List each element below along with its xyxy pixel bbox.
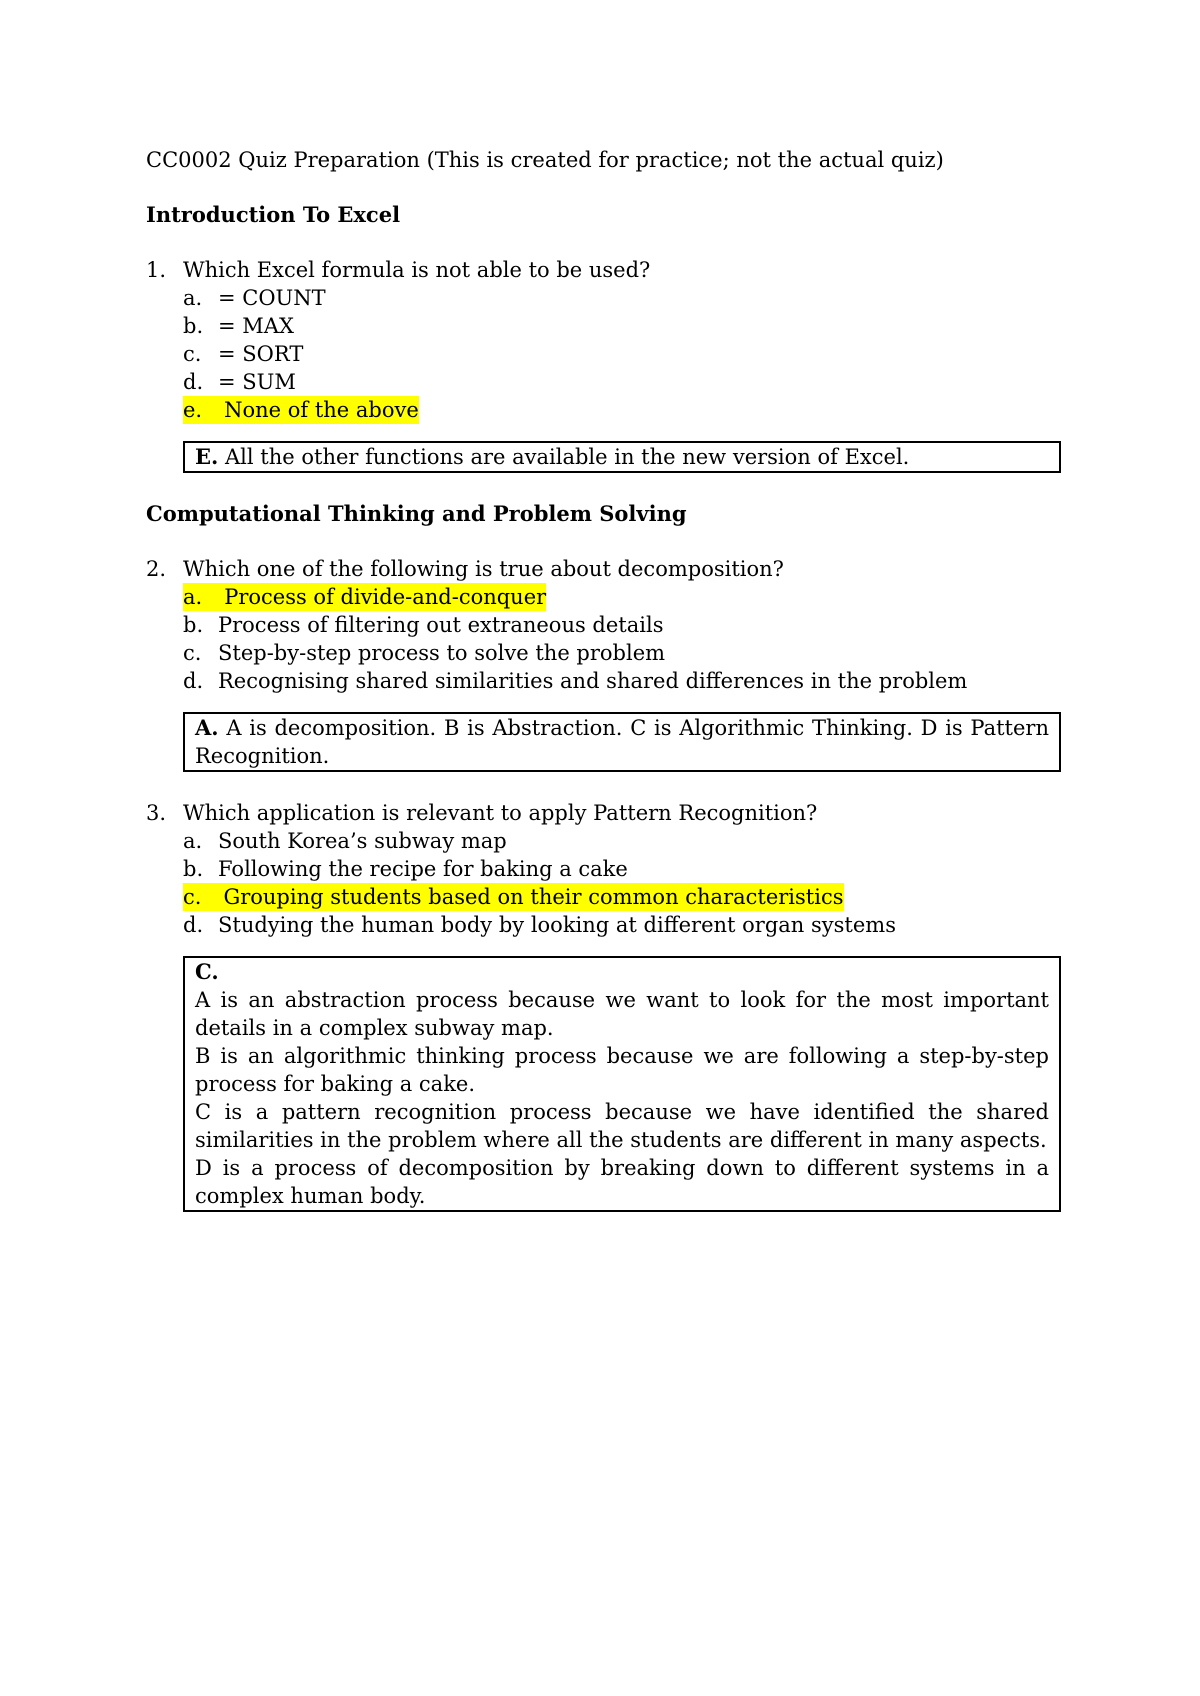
option-text: Process of divide-and-conquer — [224, 585, 547, 609]
section-heading-computational-thinking: Computational Thinking and Problem Solving — [146, 501, 687, 526]
question-3 — [146, 799, 1066, 1212]
answer-explanation-box-2 — [183, 712, 1061, 772]
question-2 — [146, 555, 1066, 772]
option-text: Grouping students based on their common characteristics — [223, 885, 844, 909]
option-d — [146, 667, 1066, 695]
document-title: CC0002 Quiz Preparation (This is created for practice; not the actual quiz) — [146, 148, 944, 172]
option-e-highlighted-answer — [146, 396, 1066, 424]
option-c — [146, 340, 1066, 368]
option-text: = SUM — [218, 370, 296, 394]
option-letter: c. — [183, 342, 202, 366]
option-letter: d. — [183, 370, 204, 394]
option-a — [146, 827, 1066, 855]
question-1 — [146, 256, 1066, 473]
option-text: Following the recipe for baking a cake — [218, 857, 628, 881]
option-c-highlighted-answer — [146, 883, 1066, 911]
option-a — [146, 284, 1066, 312]
option-letter: c. — [183, 641, 202, 665]
option-text: Studying the human body by looking at different organ systems — [218, 913, 896, 937]
option-d — [146, 911, 1066, 939]
option-b — [146, 611, 1066, 639]
question-number: 2. — [146, 557, 167, 581]
option-letter: d. — [183, 669, 204, 693]
option-text: Recognising shared similarities and shared differences in the problem — [218, 669, 968, 693]
answer-label: A. — [195, 715, 219, 740]
question-1-prompt — [146, 256, 1066, 284]
option-letter: c. — [183, 883, 223, 911]
option-letter: a. — [183, 286, 203, 310]
option-text: Process of filtering out extraneous details — [218, 613, 664, 637]
option-text: South Korea’s subway map — [218, 829, 507, 853]
explanation-text: All the other functions are available in the new version of Excel. — [225, 445, 910, 469]
option-text: Step-by-step process to solve the problem — [218, 641, 666, 665]
option-a-highlighted-answer — [146, 583, 1066, 611]
option-letter: b. — [183, 613, 204, 637]
explanation-text: A is decomposition. B is Abstraction. C is Algorithmic Thinking. D is Pattern Recognition. — [195, 716, 1049, 768]
option-letter: b. — [183, 857, 204, 881]
option-b — [146, 855, 1066, 883]
explanation-line-a: A is an abstraction process because we want to look for the most important details in a complex subway map. — [195, 988, 1049, 1040]
section-heading-excel: Introduction To Excel — [146, 202, 401, 227]
option-c — [146, 639, 1066, 667]
option-letter: e. — [183, 396, 224, 424]
option-letter: d. — [183, 913, 204, 937]
question-number: 3. — [146, 801, 167, 825]
option-d — [146, 368, 1066, 396]
option-text: None of the above — [224, 398, 419, 422]
answer-explanation-box-1 — [183, 441, 1061, 473]
question-text: Which application is relevant to apply Pattern Recognition? — [183, 801, 818, 825]
answer-label: C. — [195, 959, 219, 984]
answer-explanation-box-3 — [183, 956, 1061, 1212]
option-letter: a. — [183, 829, 203, 853]
question-2-prompt — [146, 555, 1066, 583]
question-text: Which one of the following is true about decomposition? — [183, 557, 784, 581]
answer-label: E. — [195, 444, 219, 469]
explanation-line-d: D is a process of decomposition by breaking down to different systems in a complex human body. — [195, 1156, 1049, 1208]
option-b — [146, 312, 1066, 340]
option-letter: b. — [183, 314, 204, 338]
option-text: = SORT — [218, 342, 304, 366]
question-3-prompt — [146, 799, 1066, 827]
option-letter: a. — [183, 583, 224, 611]
question-number: 1. — [146, 258, 167, 282]
option-text: = MAX — [218, 314, 294, 338]
question-text: Which Excel formula is not able to be used? — [183, 258, 651, 282]
option-text: = COUNT — [218, 286, 326, 310]
explanation-line-c: C is a pattern recognition process because we have identified the shared similarities in the problem where all the students are different in many aspects. — [195, 1100, 1049, 1152]
explanation-line-b: B is an algorithmic thinking process because we are following a step-by-step process for baking a cake. — [195, 1044, 1049, 1096]
quiz-document — [146, 146, 1066, 1212]
